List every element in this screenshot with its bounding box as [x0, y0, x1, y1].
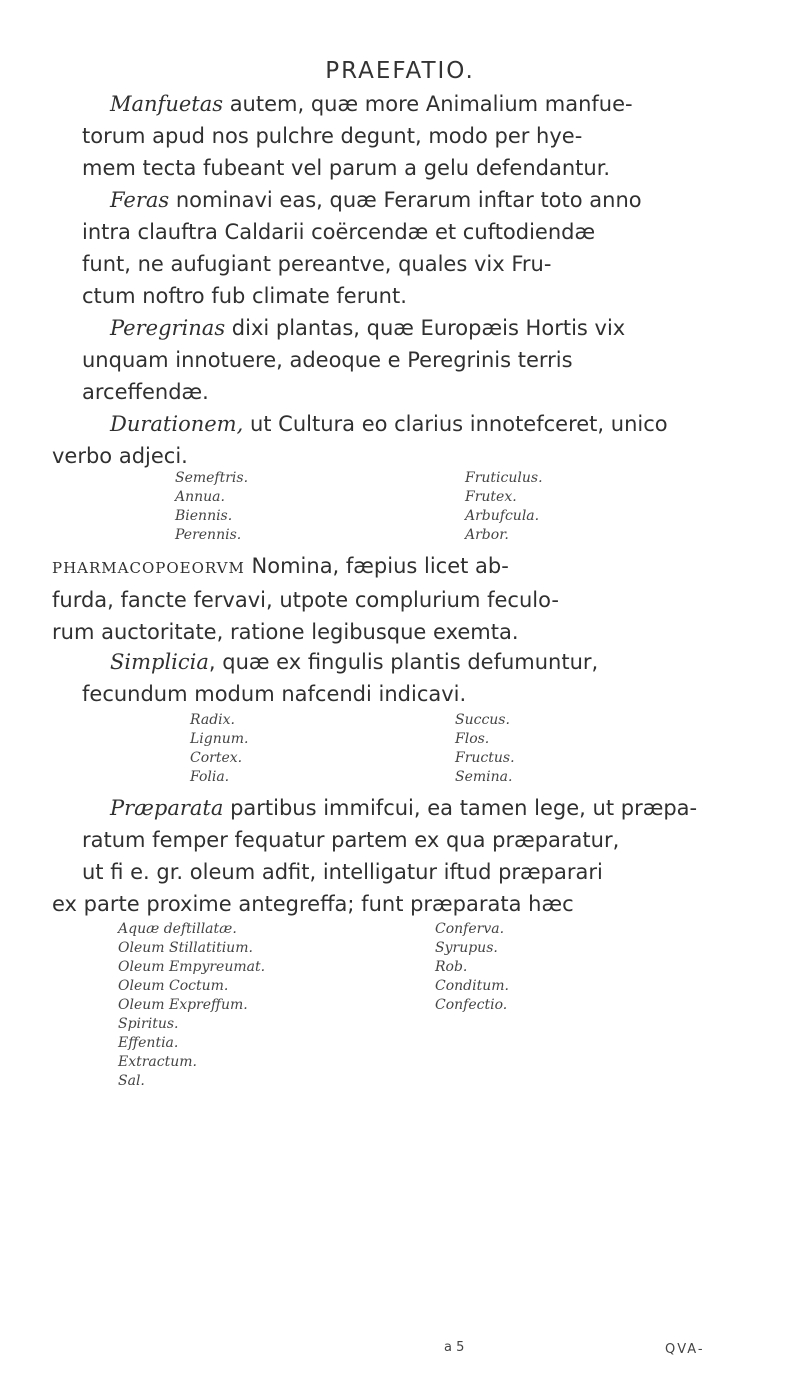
preparations-list-right — [435, 920, 509, 1015]
list-item: Fruticulus. — [465, 470, 543, 486]
preparations-list-left — [118, 920, 265, 1091]
text-line: funt, ne aufugiant pereantve, quales vix Fru- — [82, 252, 552, 276]
lead-word: Simplicia — [110, 650, 209, 674]
list-item: Perennis. — [175, 527, 242, 543]
list-item: Conferva. — [435, 921, 505, 937]
list-item: Confectio. — [435, 997, 508, 1013]
list-item: Effentia. — [118, 1035, 179, 1051]
lead-word: Manfuetas — [110, 92, 224, 116]
paragraph-pharmacopoeorum — [52, 550, 742, 648]
lead-word: Durationem, — [110, 412, 244, 436]
text-line: , quæ ex fingulis plantis defumuntur, — [208, 650, 599, 674]
paragraph-peregrinas — [82, 312, 742, 408]
list-item: Arbufcula. — [465, 508, 540, 524]
list-item: Radix. — [190, 712, 235, 728]
text-line: verbo adjeci. — [52, 444, 188, 468]
list-item: Folia. — [190, 769, 230, 785]
list-item: Spiritus. — [118, 1016, 179, 1032]
paragraph-manfuetas — [82, 88, 742, 184]
text-line: ex parte proxime antegreffa; funt præparata hæc — [52, 892, 574, 916]
list-item: Oleum Coctum. — [118, 978, 229, 994]
text-line: intra clauftra Caldarii coërcendæ et cuftodiendæ — [82, 220, 596, 244]
parts-list-right — [455, 711, 515, 787]
duration-list-right — [465, 469, 543, 545]
list-item: Aquæ deftillatæ. — [118, 921, 237, 937]
list-item: Conditum. — [435, 978, 509, 994]
list-item: Lignum. — [190, 731, 249, 747]
signature-mark: a 5 — [444, 1340, 465, 1355]
text-line: ctum noftro fub climate ferunt. — [82, 284, 407, 308]
text-line: torum apud nos pulchre degunt, modo per hye- — [82, 124, 583, 148]
lead-word: PHARMACOPOEORVM — [52, 559, 245, 577]
text-line: nominavi eas, quæ Ferarum inftar toto anno — [169, 188, 642, 212]
text-line: rum auctoritate, ratione legibusque exemta. — [52, 620, 519, 644]
text-line: fecundum modum nafcendi indicavi. — [82, 682, 467, 706]
lead-word: Præparata — [110, 796, 224, 820]
text-line: ut Cultura eo clarius innotefceret, unico — [243, 412, 668, 436]
paragraph-feras — [82, 184, 742, 312]
list-item: Oleum Stillatitium. — [118, 940, 253, 956]
lead-word: Peregrinas — [110, 316, 226, 340]
text-line: mem tecta fubeant vel parum a gelu defendantur. — [82, 156, 611, 180]
list-item: Oleum Expreffum. — [118, 997, 248, 1013]
paragraph-praeparata — [52, 792, 742, 920]
paragraph-simplicia — [82, 646, 742, 710]
text-line: autem, quæ more Animalium manfue- — [223, 92, 633, 116]
running-head: PRAEFATIO. — [325, 58, 475, 84]
list-item: Cortex. — [190, 750, 243, 766]
list-item: Semeftris. — [175, 470, 249, 486]
paragraph-durationem — [52, 408, 742, 472]
list-item: Arbor. — [465, 527, 509, 543]
list-item: Extractum. — [118, 1054, 197, 1070]
list-item: Fructus. — [455, 750, 515, 766]
text-line: ut fi e. gr. oleum adfit, intelligatur iftud præparari — [82, 860, 603, 884]
text-line: arceffendæ. — [82, 380, 209, 404]
list-item: Biennis. — [175, 508, 233, 524]
list-item: Annua. — [175, 489, 225, 505]
text-line: furda, fancte fervavi, utpote complurium feculo- — [52, 588, 559, 612]
list-item: Sal. — [118, 1073, 145, 1089]
text-line: ratum femper fequatur partem ex qua præparatur, — [82, 828, 620, 852]
duration-list-left — [175, 469, 248, 545]
catchword: QVA- — [665, 1342, 705, 1357]
lead-word: Feras — [110, 188, 170, 212]
list-item: Frutex. — [465, 489, 517, 505]
text-line: dixi plantas, quæ Europæis Hortis vix — [225, 316, 626, 340]
list-item: Oleum Empyreumat. — [118, 959, 266, 975]
list-item: Flos. — [455, 731, 490, 747]
list-item: Rob. — [435, 959, 468, 975]
text-line: Nomina, fæpius licet ab- — [244, 554, 509, 578]
list-item: Syrupus. — [435, 940, 498, 956]
list-item: Semina. — [455, 769, 513, 785]
parts-list-left — [190, 711, 249, 787]
text-line: partibus immifcui, ea tamen lege, ut præpa- — [223, 796, 698, 820]
list-item: Succus. — [455, 712, 510, 728]
text-line: unquam innotuere, adeoque e Peregrinis terris — [82, 348, 573, 372]
